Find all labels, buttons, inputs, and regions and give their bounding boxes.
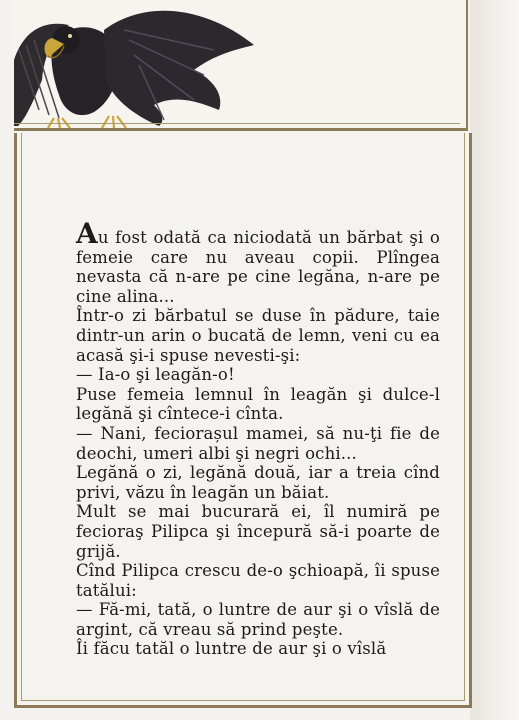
paragraph: Legănă o zi, legănă două, iar a treia cînd privi, văzu în leagăn un băiat. xyxy=(76,463,440,502)
paragraph: — Ia-o şi leagăn-o! xyxy=(76,365,235,385)
page-edge xyxy=(470,0,519,720)
story-text xyxy=(76,217,440,659)
crow-icon xyxy=(14,0,466,128)
illustration-panel xyxy=(14,0,468,131)
paragraph: Îi făcu tatăl o luntre de aur şi o vîslă xyxy=(76,639,387,659)
paragraph: Puse femeia lemnul în leagăn şi dulce-l legănă şi cîntece-i cînta. xyxy=(76,384,440,424)
paragraph: Cînd Pilipca crescu de-o şchioapă, îi spuse tatălui: xyxy=(76,561,440,600)
paragraph: Într-o zi bărbatul se duse în pădure, taie dintr-un arin o bucată de lemn, veni cu ea acasă şi-i spuse nevesti-şi: xyxy=(76,306,440,365)
paragraph: — Nani, feciorașul mamei, să nu-ţi fie de deochi, umeri albi şi negri ochi... xyxy=(76,423,440,463)
paragraph: — Fă-mi, tată, o luntre de aur şi o vîslă de argint, că vreau să prind peşte. xyxy=(76,600,440,639)
dropcap: A xyxy=(76,217,98,250)
paragraph: Mult se mai bucurară ei, îl numiră pe feciorаş Pilipca şi începură să-i poarte de grijă. xyxy=(76,502,440,561)
paragraph: Au fost odată ca niciodată un bărbat şi o femeie care nu aveau copii. Plîngea nevasta că n-are pe cine legăna, n-are pe cine alina... xyxy=(76,217,440,306)
illustration-inner-line xyxy=(14,123,460,124)
